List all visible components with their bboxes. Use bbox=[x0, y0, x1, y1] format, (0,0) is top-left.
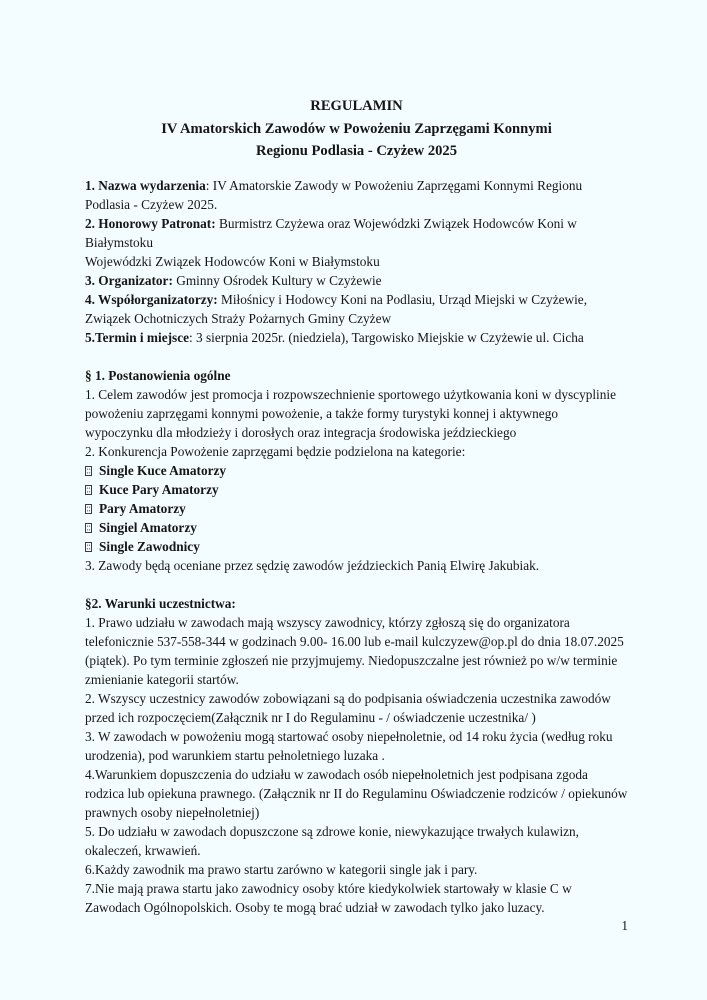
event-info-text: Miłośnicy i Hodowcy Koni na Podlasiu, Urząd Miejski w Czyżewie, Związek Ochotniczych Straży Pożarnych Gminy Czyżew bbox=[85, 291, 588, 326]
event-info-text: : IV Amatorskie Zawody w Powożeniu Zaprzęgami Konnymi Regionu Podlasia - Czyżew 2025. bbox=[85, 177, 583, 212]
missing-glyph-bullet-icon bbox=[85, 485, 92, 495]
event-info-label: 5.Termin i miejsce bbox=[85, 329, 190, 345]
event-info-text: : 3 sierpnia 2025r. (niedziela), Targowisko Miejskie w Czyżewie ul. Cicha bbox=[189, 329, 584, 345]
category-item bbox=[85, 480, 628, 499]
event-info-label: 1. Nazwa wydarzenia bbox=[85, 177, 206, 193]
section-1-paragraph-3: 3. Zawody będą oceniane przez sędzię zawodów jeździeckich Panią Elwirę Jakubiak. bbox=[85, 557, 540, 573]
title-line-3: Regionu Podlasia - Czyżew 2025 bbox=[255, 143, 458, 159]
section-2-heading: §2. Warunki uczestnictwa: bbox=[85, 595, 236, 611]
category-label: Kuce Pary Amatorzy bbox=[99, 481, 219, 497]
category-label: Single Zawodnicy bbox=[99, 538, 200, 554]
section-2-paragraph-3: 3. W zawodach w powożeniu mogą startować osoby niepełnoletnie, od 14 roku życia (według roku urodzenia), pod warunkiem startu pełnoletniego luzaka . bbox=[85, 728, 613, 763]
missing-glyph-bullet-icon bbox=[85, 523, 92, 533]
event-info-label: 4. Współorganizatorzy: bbox=[85, 291, 218, 307]
section-2-paragraph-2: 2. Wszyscy uczestnicy zawodów zobowiązani są do podpisania oświadczenia uczestnika zawodów przed ich rozpoczęciem(Załącznik nr I do Regulaminu - / oświadczenie uczestnika/ ) bbox=[85, 690, 611, 725]
event-info-text: Gminny Ośrodek Kultury w Czyżewie bbox=[172, 272, 382, 288]
section-1-paragraph-2: 2. Konkurencja Powożenie zaprzęgami będzie podzielona na kategorie: bbox=[85, 443, 466, 459]
missing-glyph-bullet-icon bbox=[85, 466, 92, 476]
section-1-paragraph-1: 1. Celem zawodów jest promocja i rozpowszechnienie sportowego użytkowania koni w dyscyplinie powożeniu zaprzęgami konnymi powożenie, a także formy turystyki konnej i aktywnego wypoczynku dla młodzieży i dorosłych oraz integracja środowiska jeździeckiego bbox=[85, 386, 616, 440]
event-info-item-patronat bbox=[85, 214, 628, 252]
category-label: Pary Amatorzy bbox=[99, 500, 186, 516]
event-info-text: Wojewódzki Związek Hodowców Koni w Białymstoku bbox=[85, 253, 380, 269]
category-label: Single Kuce Amatorzy bbox=[99, 462, 227, 478]
event-info-item-wspolorganizatorzy bbox=[85, 290, 628, 328]
page-number: 1 bbox=[621, 918, 628, 933]
title-line-2: IV Amatorskich Zawodów w Powożeniu Zaprzęgami Konnymi bbox=[161, 120, 552, 137]
event-info-item-zwiazek bbox=[85, 252, 628, 271]
category-item bbox=[85, 537, 628, 556]
category-item bbox=[85, 499, 628, 518]
category-item bbox=[85, 518, 628, 537]
category-item bbox=[85, 461, 628, 480]
event-info-item-termin bbox=[85, 328, 628, 347]
event-info-label: 2. Honorowy Patronat: bbox=[85, 215, 216, 231]
event-info-text: Burmistrz Czyżewa oraz Wojewódzki Związek Hodowców Koni w Białymstoku bbox=[85, 215, 577, 250]
section-2-paragraph-5: 5. Do udziału w zawodach dopuszczone są zdrowe konie, niewykazujące trwałych kulawizn, okaleczeń, krwawień. bbox=[85, 823, 580, 858]
event-info bbox=[85, 176, 628, 347]
event-info-label: 3. Organizator: bbox=[85, 272, 173, 288]
section-2-paragraph-4: 4.Warunkiem dopuszczenia do udziału w zawodach osób niepełnoletnich jest podpisana zgoda rodzica lub opiekuna prawnego. (Załącznik nr II do Regulaminu Oświadczenie rodziców / opiekunów prawnych osoby niepełnoletniej) bbox=[85, 766, 628, 820]
missing-glyph-bullet-icon bbox=[85, 542, 92, 552]
section-1-heading: § 1. Postanowienia ogólne bbox=[85, 367, 231, 383]
blank-line bbox=[85, 575, 628, 594]
section-2 bbox=[85, 594, 628, 917]
category-label: Singiel Amatorzy bbox=[99, 519, 197, 535]
title-line-1: REGULAMIN bbox=[310, 98, 403, 114]
document-content bbox=[85, 95, 628, 917]
event-info-item-organizator bbox=[85, 271, 628, 290]
section-2-paragraph-7: 7.Nie mają prawa startu jako zawodnicy osoby które kiedykolwiek startowały w klasie C w Zawodach Ogólnopolskich. Osoby te mogą brać udział w zawodach tylko jako luzacy. bbox=[85, 880, 572, 915]
section-2-paragraph-6: 6.Każdy zawodnik ma prawo startu zarówno w kategorii single jak i pary. bbox=[85, 861, 478, 877]
blank-line bbox=[85, 347, 628, 366]
event-info-item-nazwa bbox=[85, 176, 628, 214]
missing-glyph-bullet-icon bbox=[85, 504, 92, 514]
section-1 bbox=[85, 366, 628, 575]
document-title bbox=[85, 95, 628, 163]
section-2-paragraph-1: 1. Prawo udziału w zawodach mają wszyscy zawodnicy, którzy zgłoszą się do organizatora telefonicznie 537-558-344 w godzinach 9.00- 16.00 lub e-mail kulczyzew@op.pl do dnia 18.07.2025 (piątek). Po tym terminie zgłoszeń nie przyjmujemy. Niedopuszczalne jest również po w/w terminie zmienianie kategorii startów. bbox=[85, 614, 624, 687]
